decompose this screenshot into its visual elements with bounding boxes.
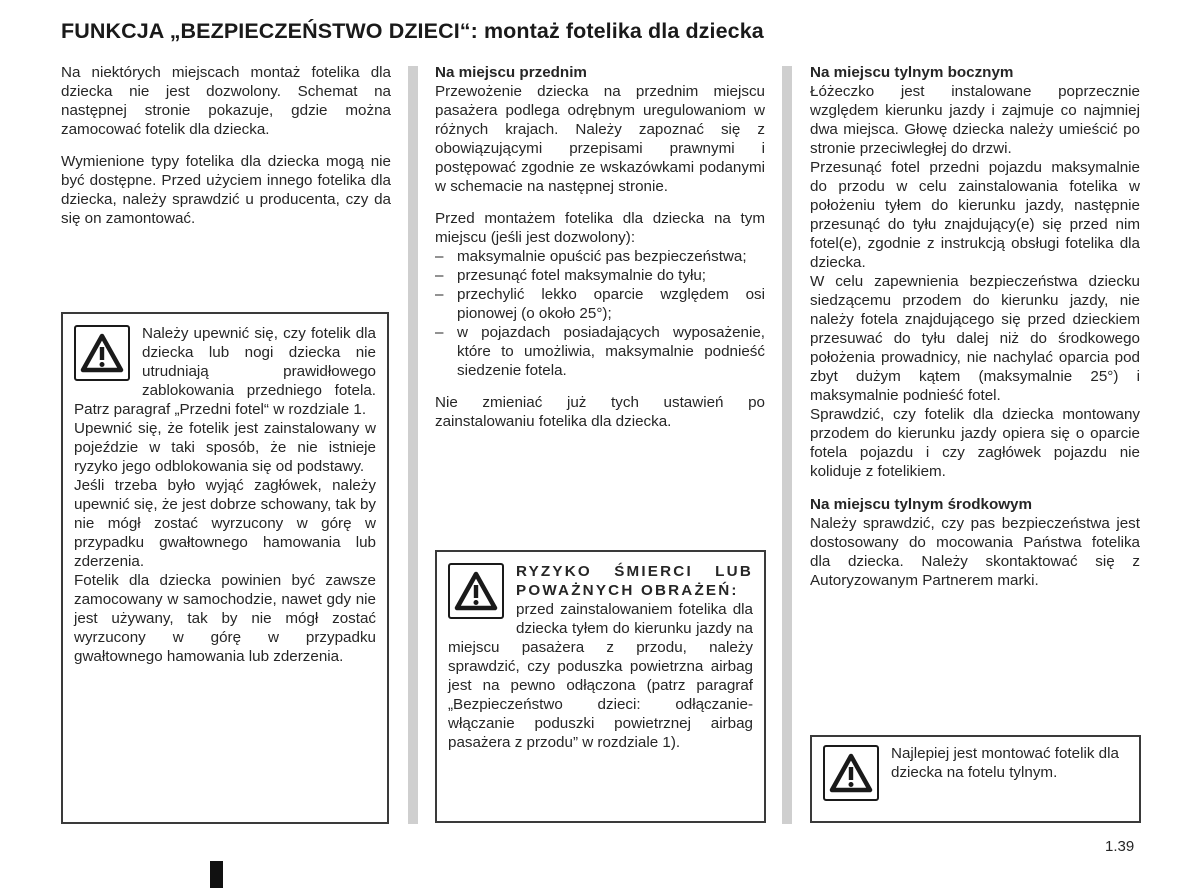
warning-text-3: Jeśli trzeba było wyjąć zagłówek, należy upewnić się, że jest dobrze schowany, tak by nie mógł zostać wyrzucony w górę w przypadku gwałtownego hamowania lub zderzenia. bbox=[74, 477, 376, 570]
column-divider-1 bbox=[408, 66, 418, 824]
rear-side-paragraph-3: W celu zapewnienia bezpieczeństwa dziecku siedzącemu przodem do kierunku jazdy, nie należy fotela znajdującego się przed dzieckiem przesuwać do tyłu dalej niż do środkowego położenia prowadnicy, nie nachylać oparcia pod zbyt dużym kątem (maksymalnie 25°) i maksymalnie podnieść fotel. bbox=[810, 273, 1140, 404]
page-edge-marker bbox=[210, 861, 223, 888]
airbag-warning-title: RYZYKO ŚMIERCI LUB POWAŻNYCH OBRAŻEŃ: bbox=[516, 563, 753, 599]
column-divider-2 bbox=[782, 66, 792, 824]
rear-middle-seat-heading: Na miejscu tylnym środkowym bbox=[810, 496, 1032, 513]
before-mounting-paragraph: Przed montażem fotelika dla dziecka na tym miejscu (jeśli jest dozwolony): bbox=[435, 210, 765, 246]
rear-side-paragraph-1: Łóżeczko jest instalowane poprzecznie względem kierunku jazdy i zajmuje co najmniej dwa miejsca. Głowę dziecka należy umieścić po stronie przeciwległej do drzwi. bbox=[810, 83, 1140, 157]
page-number: 1.39 bbox=[1105, 838, 1135, 855]
front-seat-paragraph: Przewożenie dziecka na przednim miejscu pasażera podlega odrębnym uregulowaniom w różnych krajach. Należy zapoznać się z obowiązującymi przepisami prawnymi i postępować zgodnie ze wskazówkami podanymi w schemacie na następnej stronie. bbox=[435, 83, 765, 195]
warning-box-airbag bbox=[435, 550, 766, 823]
front-seat-heading: Na miejscu przednim bbox=[435, 64, 587, 81]
warning-box-rear-seat bbox=[810, 735, 1141, 823]
warning-box-front-seat bbox=[61, 312, 389, 824]
warning-triangle-icon bbox=[74, 325, 130, 381]
mounting-steps-list bbox=[435, 247, 765, 380]
column-right bbox=[810, 63, 1140, 603]
settings-note-paragraph: Nie zmieniać już tych ustawień po zainstalowaniu fotelika dla dziecka. bbox=[435, 394, 765, 430]
warning-triangle-icon bbox=[823, 745, 879, 801]
page-title: FUNKCJA „BEZPIECZEŃSTWO DZIECI“: montaż fotelika dla dziecka bbox=[61, 19, 764, 43]
column-left bbox=[61, 63, 391, 241]
airbag-warning-text: przed zainstalowaniem fotelika dla dziecka tyłem do kierunku jazdy na miejscu pasażera z przodu, należy sprawdzić, czy poduszka powietrzna airbag jest na pewno odłączona (patrz paragraf „Bezpieczeństwo dzieci: odłączanie-włączanie poduszki powietrznej airbag pasażera z przodu” w rozdziale 1). bbox=[448, 601, 753, 751]
rear-middle-paragraph: Należy sprawdzić, czy pas bezpieczeństwa jest dostosowany do mocowania Państwa fotelika dla dziecka. Należy skontaktować się z Autoryzowanym Partnerem marki. bbox=[810, 515, 1140, 589]
list-item: – przesunąć fotel maksymalnie do tyłu; bbox=[435, 266, 765, 285]
list-item: – przechylić lekko oparcie względem osi pionowej (o około 25°); bbox=[435, 285, 765, 323]
rear-side-paragraph-2: Przesunąć fotel przedni pojazdu maksymalnie do przodu w celu zainstalowania fotelika w położeniu tyłem do kierunku jazdy, następnie przesunąć do tyłu znajdujący(e) się przed nim fotel(e), zgodnie z instrukcją obsługi fotelika dla dziecka. bbox=[810, 159, 1140, 271]
warning-text-2: Upewnić się, że fotelik jest zainstalowany w pojeździe w taki sposób, że nie istnieje ryzyko jego odblokowania się od podstawy. bbox=[74, 420, 376, 475]
warning-triangle-icon bbox=[448, 563, 504, 619]
column-middle bbox=[435, 63, 765, 444]
list-item: – maksymalnie opuścić pas bezpieczeństwa; bbox=[435, 247, 765, 266]
rear-side-paragraph-4: Sprawdzić, czy fotelik dla dziecka montowany przodem do kierunku jazdy opiera się o oparcie fotela pojazdu i czy zagłówek pojazdu nie koliduje z fotelikiem. bbox=[810, 406, 1140, 480]
intro-paragraph: Na niektórych miejscach montaż fotelika dla dziecka nie jest dozwolony. Schemat na następnej stronie pokazuje, gdzie można zamocować fotelik dla dziecka. bbox=[61, 64, 391, 138]
availability-paragraph: Wymienione typy fotelika dla dziecka mogą nie być dostępne. Przed użyciem innego fotelika dla dziecka, należy sprawdzić u producenta, czy da się on zamontować. bbox=[61, 153, 391, 227]
warning-text-4: Fotelik dla dziecka powinien być zawsze zamocowany w samochodzie, nawet gdy nie jest używany, tak by nie mógł zostać wyrzucony w górę w przypadku gwałtownego hamowania lub zderzenia. bbox=[74, 572, 376, 665]
warning-text-1: Należy upewnić się, czy fotelik dla dziecka lub nogi dziecka nie utrudniają prawidłowego zablokowania przedniego fotela. Patrz paragraf „Przedni fotel“ w rozdziale 1. bbox=[74, 325, 376, 418]
rear-side-seat-heading: Na miejscu tylnym bocznym bbox=[810, 64, 1014, 81]
rear-seat-warning-text: Najlepiej jest montować fotelik dla dziecka na fotelu tylnym. bbox=[891, 745, 1119, 781]
list-item: – w pojazdach posiadających wyposażenie, które to umożliwia, maksymalnie podnieść siedzenie fotela. bbox=[435, 323, 765, 380]
